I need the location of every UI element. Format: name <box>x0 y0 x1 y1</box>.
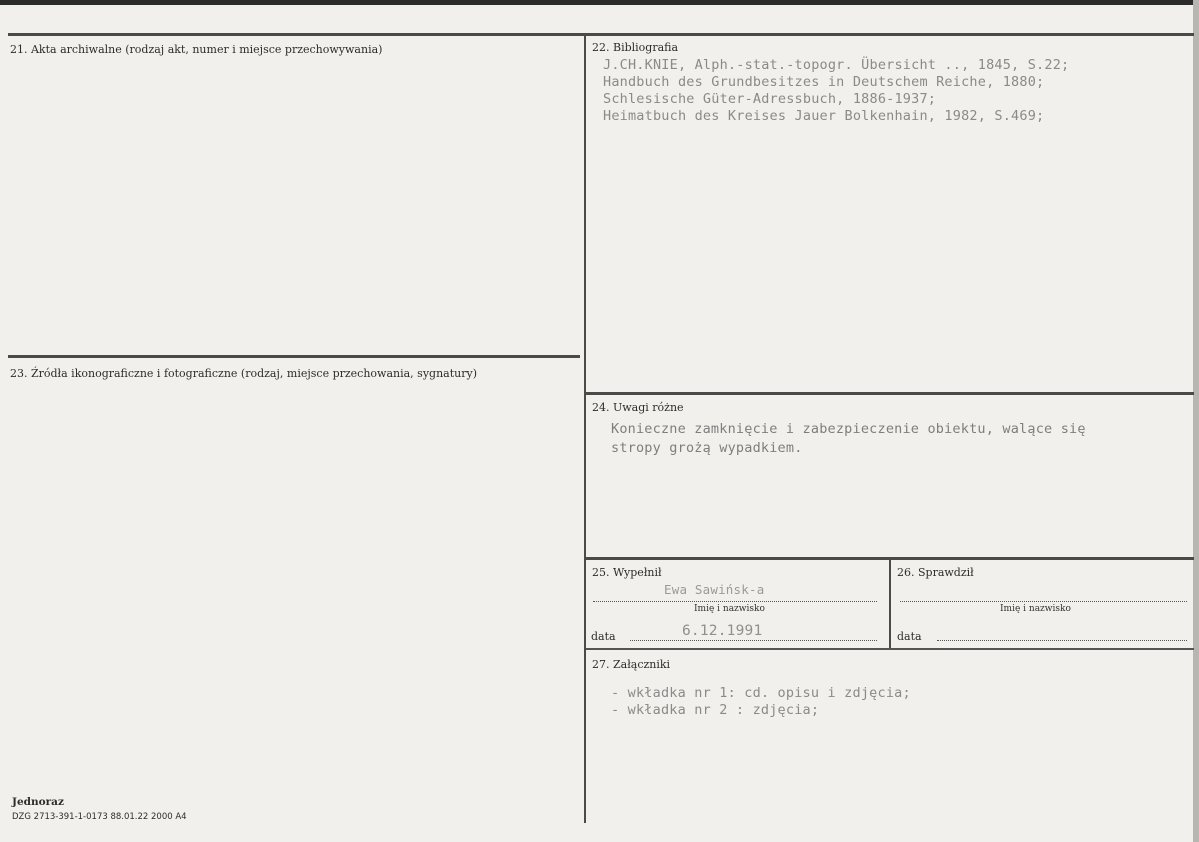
rule-25-27 <box>586 648 1194 650</box>
attachment-line: - wkładka nr 2 : zdjęcia; <box>611 702 820 718</box>
center-divider <box>584 33 586 823</box>
card-right-edge <box>1193 0 1199 842</box>
checked-by-name-line <box>900 601 1187 602</box>
divider-25-26 <box>889 557 891 649</box>
card-top-edge <box>0 0 1199 5</box>
checked-by-name-caption: Imię i nazwisko <box>1000 604 1071 614</box>
attachment-line: - wkładka nr 1: cd. opisu i zdjęcia; <box>611 685 911 701</box>
bibliography-line: Handbuch des Grundbesitzes in Deutschem Reiche, 1880; <box>603 74 1045 90</box>
filled-by-date: 6.12.1991 <box>682 623 763 639</box>
section-26-label: 26. Sprawdził <box>897 566 974 579</box>
rule-22-24 <box>586 392 1194 395</box>
section-22-label: 22. Bibliografia <box>592 41 679 54</box>
checked-by-date-label: data <box>897 630 922 643</box>
bibliography-line: Heimatbuch des Kreises Jauer Bolkenhain, 1982, S.469; <box>603 108 1045 124</box>
section-24-label: 24. Uwagi różne <box>592 401 684 414</box>
footer-code: DZG 2713-391-1-0173 88.01.22 2000 A4 <box>12 812 187 822</box>
filled-by-name-caption: Imię i nazwisko <box>694 604 765 614</box>
bibliography-line: Schlesische Güter-Adressbuch, 1886-1937; <box>603 91 937 107</box>
top-rule <box>8 33 1194 36</box>
checked-by-date-line <box>937 640 1187 641</box>
filled-by-name: Ewa Sawińsk-a <box>664 582 765 597</box>
filled-by-name-line <box>593 601 877 602</box>
rule-21-23 <box>8 355 580 358</box>
bibliography-line: J.CH.KNIE, Alph.-stat.-topogr. Übersicht .., 1845, S.22; <box>603 57 1070 73</box>
remarks-line: Konieczne zamknięcie i zabezpieczenie obiektu, walące się <box>611 421 1086 437</box>
section-23-label: 23. Źródła ikonograficzne i fotograficzne (rodzaj, miejsce przechowania, sygnatury) <box>10 367 477 380</box>
filled-by-date-line <box>630 640 877 641</box>
filled-by-date-label: data <box>591 630 616 643</box>
section-21-label: 21. Akta archiwalne (rodzaj akt, numer i miejsce przechowywania) <box>10 43 383 56</box>
section-25-label: 25. Wypełnił <box>592 566 662 579</box>
section-27-label: 27. Załączniki <box>592 658 671 671</box>
remarks-line: stropy grożą wypadkiem. <box>611 440 803 456</box>
footer-title: Jednoraz <box>12 796 64 808</box>
